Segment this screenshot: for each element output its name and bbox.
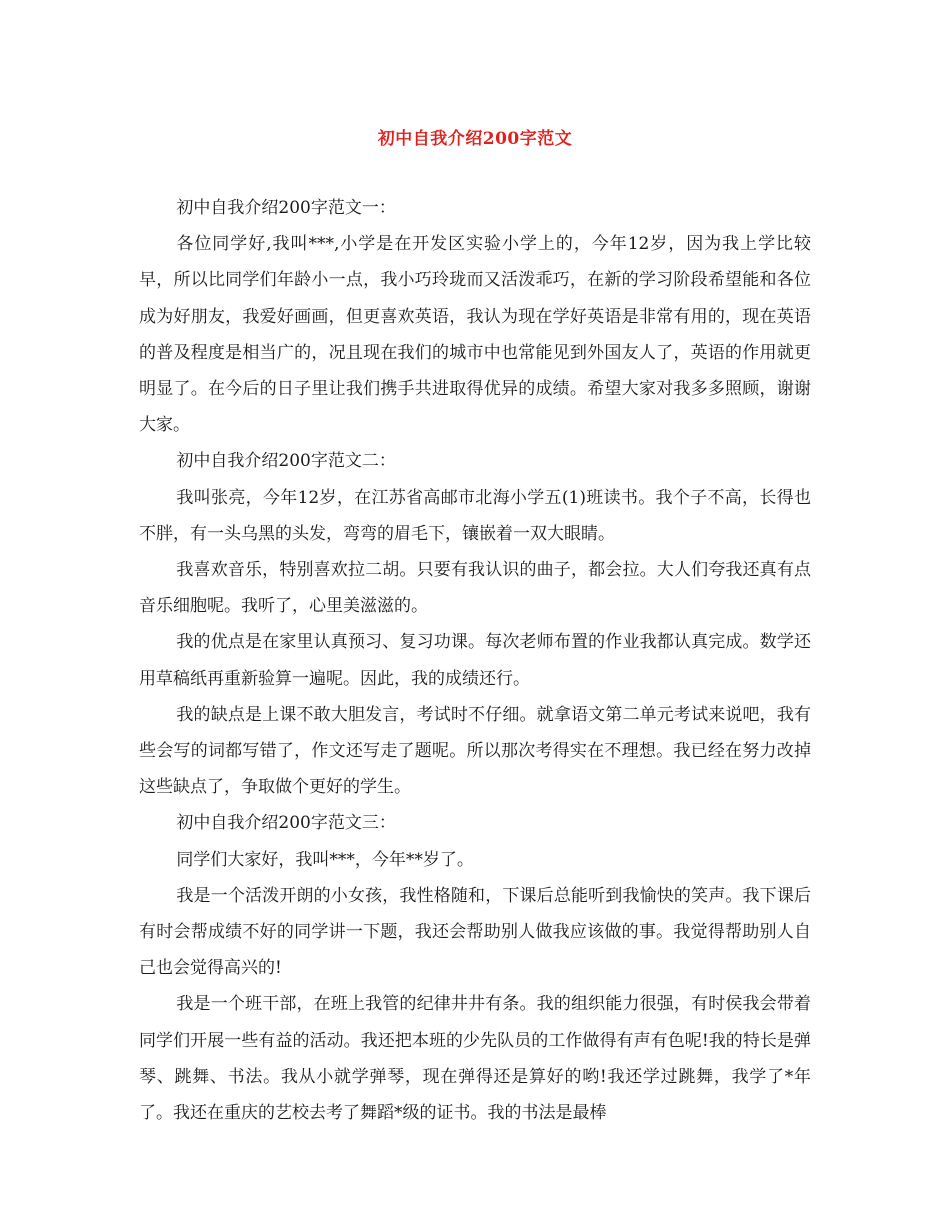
paragraph: 同学们大家好，我叫***，今年**岁了。 — [176, 849, 474, 870]
document-title: 初中自我介绍200字范文 — [377, 129, 573, 149]
paragraph: 各位同学好,我叫***,小学是在开发区实验小学上的，今年12岁，因为我上学比较早，所以比同学们年龄小一点，我小巧玲珑而又活泼乖巧，在新的学习阶段希望能和各位成为好朋友，我爱好画画，但更喜欢英语，我认为现在学好英语是非常有用的，现在英语的普及程度是相当广的，况且现在我们的城市中也常能见到外国友人了，英语的作用就更明显了。在今后的日子里让我们携手共进取得优异的成绩。希望大家对我多多照顾，谢谢大家。 — [139, 234, 811, 436]
paragraph: 我是一个活泼开朗的小女孩，我性格随和，下课后总能听到我愉快的笑声。我下课后有时会帮成绩不好的同学讲一下题，我还会帮助别人做我应该做的事。我觉得帮助别人自己也会觉得高兴的! — [139, 885, 811, 979]
heading-sample-one: 初中自我介绍200字范文一： — [176, 198, 396, 218]
document-body — [139, 190, 811, 1131]
heading-sample-two: 初中自我介绍200字范文二： — [176, 451, 396, 472]
paragraph: 我是一个班干部，在班上我管的纪律井井有条。我的组织能力很强，有时侯我会带着同学们开展一些有益的活动。我还把本班的少先队员的工作做得有声有色呢!我的特长是弹琴、跳舞、书法。我从小就学弹琴，现在弹得还是算好的哟!我还学过跳舞，我学了*年了。我还在重庆的艺校去考了舞蹈*级的证书。我的书法是最棒 — [139, 994, 811, 1124]
paragraph: 我的优点是在家里认真预习、复习功课。每次老师布置的作业我都认真完成。数学还用草稿纸再重新验算一遍呢。因此，我的成绩还行。 — [139, 632, 811, 689]
paragraph: 我喜欢音乐，特别喜欢拉二胡。只要有我认识的曲子，都会拉。大人们夸我还真有点音乐细胞呢。我听了，心里美滋滋的。 — [139, 560, 811, 617]
paragraph: 我叫张亮，今年12岁，在江苏省高邮市北海小学五(1)班读书。我个子不高，长得也不胖，有一头乌黑的头发，弯弯的眉毛下，镶嵌着一双大眼睛。 — [139, 487, 811, 544]
paragraph: 我的缺点是上课不敢大胆发言，考试时不仔细。就拿语文第二单元考试来说吧，我有些会写的词都写错了，作文还写走了题呢。所以那次考得实在不理想。我已经在努力改掉这些缺点了，争取做个更好的学生。 — [139, 704, 811, 798]
heading-sample-three: 初中自我介绍200字范文三： — [176, 813, 396, 834]
